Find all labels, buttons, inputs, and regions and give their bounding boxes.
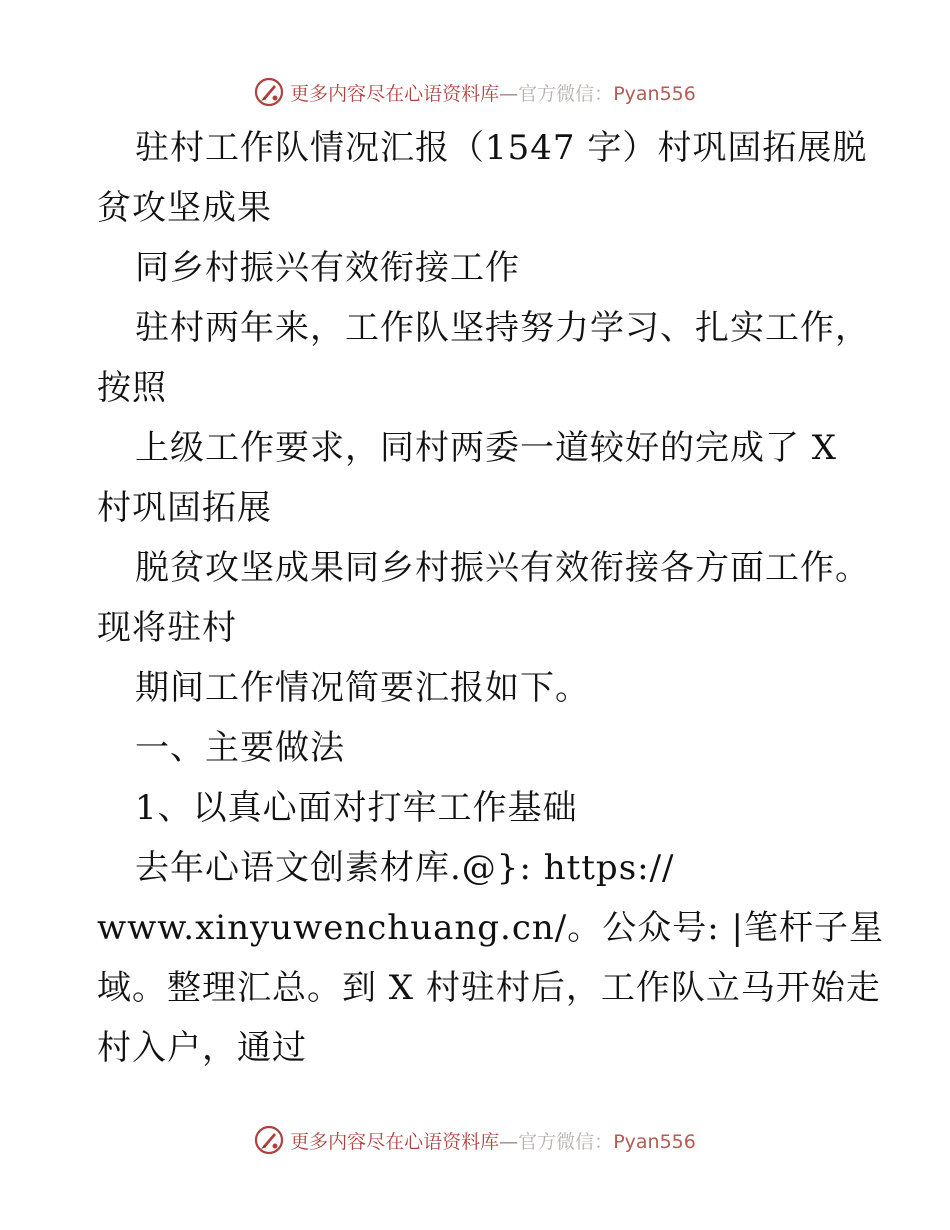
text-line: 按照	[97, 368, 167, 408]
quill-pen-icon	[254, 1125, 284, 1155]
text-line: 去年心语文创素材库.@}: https://	[135, 848, 675, 888]
text-line: 上级工作要求，同村两委一道较好的完成了 X	[135, 428, 838, 468]
text-line: 村巩固拓展	[97, 488, 272, 528]
text-line: 村入户，通过	[97, 1028, 307, 1068]
text-line: 期间工作情况简要汇报如下。	[135, 668, 590, 708]
text-line: 脱贫攻坚成果同乡村振兴有效衔接各方面工作。	[135, 548, 870, 588]
header-watermark	[0, 72, 950, 112]
section-heading: 一、主要做法	[135, 728, 345, 768]
text-line: 驻村两年来，工作队坚持努力学习、扎实工作，	[135, 308, 870, 348]
text-line: 域。整理汇总。到 X 村驻村后，工作队立马开始走	[97, 968, 881, 1008]
subsection-heading: 1、以真心面对打牢工作基础	[135, 788, 578, 828]
footer-watermark	[0, 1120, 950, 1160]
text-line: 贫攻坚成果	[97, 188, 272, 228]
text-line: 同乡村振兴有效衔接工作	[135, 248, 520, 288]
text-line: 现将驻村	[97, 608, 237, 648]
text-line: 驻村工作队情况汇报（1547 字）村巩固拓展脱	[135, 128, 868, 168]
quill-pen-icon	[254, 77, 284, 107]
document-body	[97, 118, 884, 1078]
text-line: www.xinyuwenchuang.cn/。公众号: |笔杆子星	[97, 908, 884, 948]
watermark-text: 更多内容尽在心语资料库—官方微信：Pyan556	[290, 1130, 696, 1153]
watermark-text: 更多内容尽在心语资料库—官方微信：Pyan556	[290, 82, 696, 105]
